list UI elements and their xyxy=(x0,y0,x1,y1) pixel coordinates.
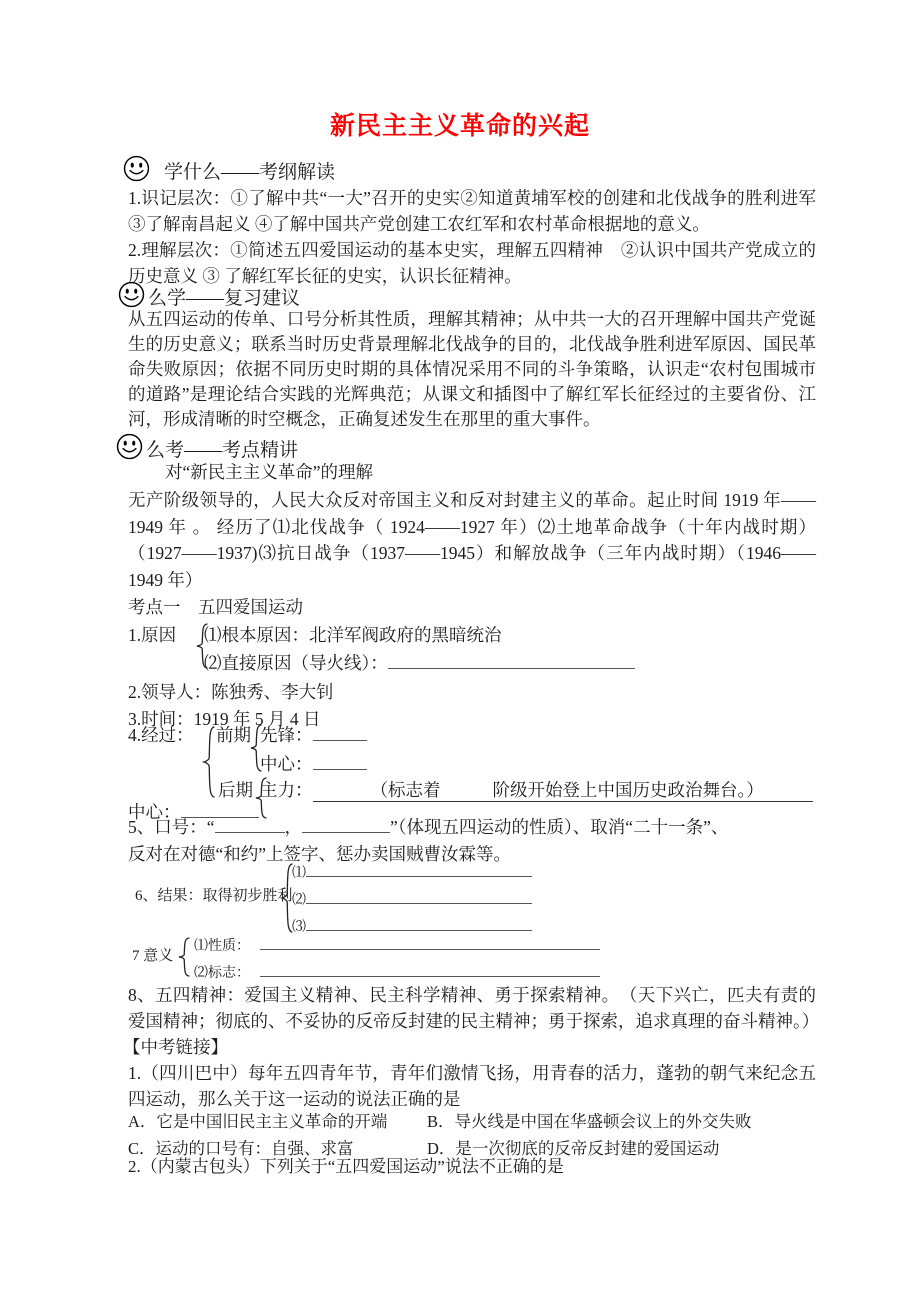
reason-block xyxy=(128,621,818,681)
fill-blank xyxy=(306,864,532,877)
process-label: 4.经过： xyxy=(128,725,194,745)
process-center-late: 中心： xyxy=(128,801,259,823)
process-vanguard: 先锋： xyxy=(260,724,367,746)
question-1-stem: 1.（四川巴中）每年五四青年节，青年们激情飞扬，用青春的活力，蓬勃的朝气来纪念五四运动，那么关于这一运动的说法正确的是 xyxy=(128,1063,816,1109)
time-line: 3.时间：1919 年 5 月 4 日 xyxy=(128,709,321,729)
fill-blank xyxy=(313,725,367,741)
curly-brace xyxy=(202,726,216,803)
slogan-line-1: 5、口号：“ ， ”（体现五四运动的性质）、取消“二十一条”、 xyxy=(128,817,729,837)
reason-item-2: ⑵直接原因（导火线）： xyxy=(204,652,635,674)
section-header-text: 学什么——考纲解读 xyxy=(164,162,336,183)
reason-label: 1.原因 xyxy=(128,625,177,645)
curly-brace xyxy=(177,937,191,982)
meaning-block xyxy=(128,930,818,986)
fill-blank xyxy=(260,937,600,950)
fill-blank xyxy=(215,817,285,833)
exam-links-header: 【中考链接】 xyxy=(123,1037,228,1057)
process-block xyxy=(128,724,818,822)
fill-blank xyxy=(388,653,635,669)
advice-body: 从五四运动的传单、口号分析其性质，理解其精神；从中共一大的召开理解中国共产党诞生的历史意义；联系当时历史背景理解北伐战争的目的，北伐战争胜利进军原因、国民革命失败原因；依据不同历史时期的具体情况采用不同的斗争策略，认识走“农村包围城市的道路”是理论结合实践的光辉典范；从课文和插图中了解红军长征经过的主要省份、江河，形成清晰的时空概念，正确复述发生在那里的重大事件。 xyxy=(128,309,816,429)
outline-paragraph-1: 1.识记层次：①了解中共“一大”召开的史实②知道黄埔军校的创建和北伐战争的胜利进军③了解南昌起义 ④了解中国共产党创建工农红军和农村革命根据地的意义。 xyxy=(128,188,816,234)
result-item-1: ⑴ xyxy=(292,864,532,883)
smiley-face-icon xyxy=(116,433,143,468)
fill-blank xyxy=(306,891,532,904)
fill-blank xyxy=(302,817,390,833)
result-item-2: ⑵ xyxy=(292,891,532,910)
outline-body xyxy=(128,185,816,289)
option-b: B．导火线是中国在华盛顿会议上的外交失败 xyxy=(427,1112,752,1131)
process-early-label: 前期 xyxy=(216,725,251,745)
meaning-item-2: ⑵标志： xyxy=(194,964,600,983)
page-title: 新民主主义革命的兴起 xyxy=(329,113,590,140)
section-header-text: 么考——考点精讲 xyxy=(146,440,299,461)
leaders-line: 2.领导人：陈独秀、李大钊 xyxy=(128,682,334,702)
result-block xyxy=(128,860,818,938)
fill-blank xyxy=(260,964,600,977)
reason-item-1: ⑴根本原因：北洋军阀政府的黑暗统治 xyxy=(204,625,502,645)
option-d: D．是一次彻底的反帝反封建的爱国运动 xyxy=(427,1139,720,1158)
option-a: A．它是中国旧民主主义革命的开端 xyxy=(128,1112,388,1131)
topic-heading: 考点一 五四爱国运动 xyxy=(128,597,303,617)
outline-paragraph-2: 2.理解层次：①简述五四爱国运动的基本史实，理解五四精神 ②认识中国共产党成立的历史意义 ③ 了解红军长征的史实，认识长征精神。 xyxy=(128,240,816,286)
precis-subtitle: 对“新民主主义革命”的理解 xyxy=(165,462,374,482)
option-c: C．运动的口号有：自强、求富 xyxy=(128,1139,354,1158)
result-item-3: ⑶ xyxy=(292,918,532,937)
mainforce-underlined: （标志着 阶级开始登上中国历史政治舞台。） xyxy=(313,779,813,802)
meaning-item-1: ⑴性质： xyxy=(194,937,600,956)
spirit-paragraph: 8、五四精神：爱国主义精神、民主科学精神、勇于探索精神。 （天下兴亡，匹夫有责的爱国精神；彻底的、不妥协的反帝反封建的民主精神；勇于探索，追求真理的奋斗精神。） xyxy=(128,985,820,1031)
process-mainforce-row: 主力： （标志着 阶级开始登上中国历史政治舞台。） xyxy=(260,779,813,802)
meaning-label: 7 意义 xyxy=(132,948,174,964)
process-center-early: 中心： xyxy=(260,753,367,775)
process-late-label: 后期 xyxy=(218,780,253,800)
result-label: 6、结果：取得初步胜利 xyxy=(135,888,293,904)
question-2-stem: 2.（内蒙古包头）下列关于“五四爱国运动”说法不正确的是 xyxy=(128,1157,564,1176)
section-header-text: 么学——复习建议 xyxy=(148,288,301,309)
question-1-options-ab xyxy=(128,1108,816,1135)
slogan-line-2: 反对在对德“和约”上签字、惩办卖国贼曹汝霖等。 xyxy=(128,844,512,864)
fill-blank xyxy=(313,754,367,770)
precis-body: 无产阶级领导的，人民大众反对帝国主义和反对封建主义的革命。起止时间 1919 年——1949 年 。 经历了⑴北伐战争（ 1924——1927 年）⑵土地革命战争（十年内战时期）（1927——1937)⑶抗日战争（1937——1945）和解放战争（三年内战时期）（1946——1949 年） xyxy=(128,490,816,590)
